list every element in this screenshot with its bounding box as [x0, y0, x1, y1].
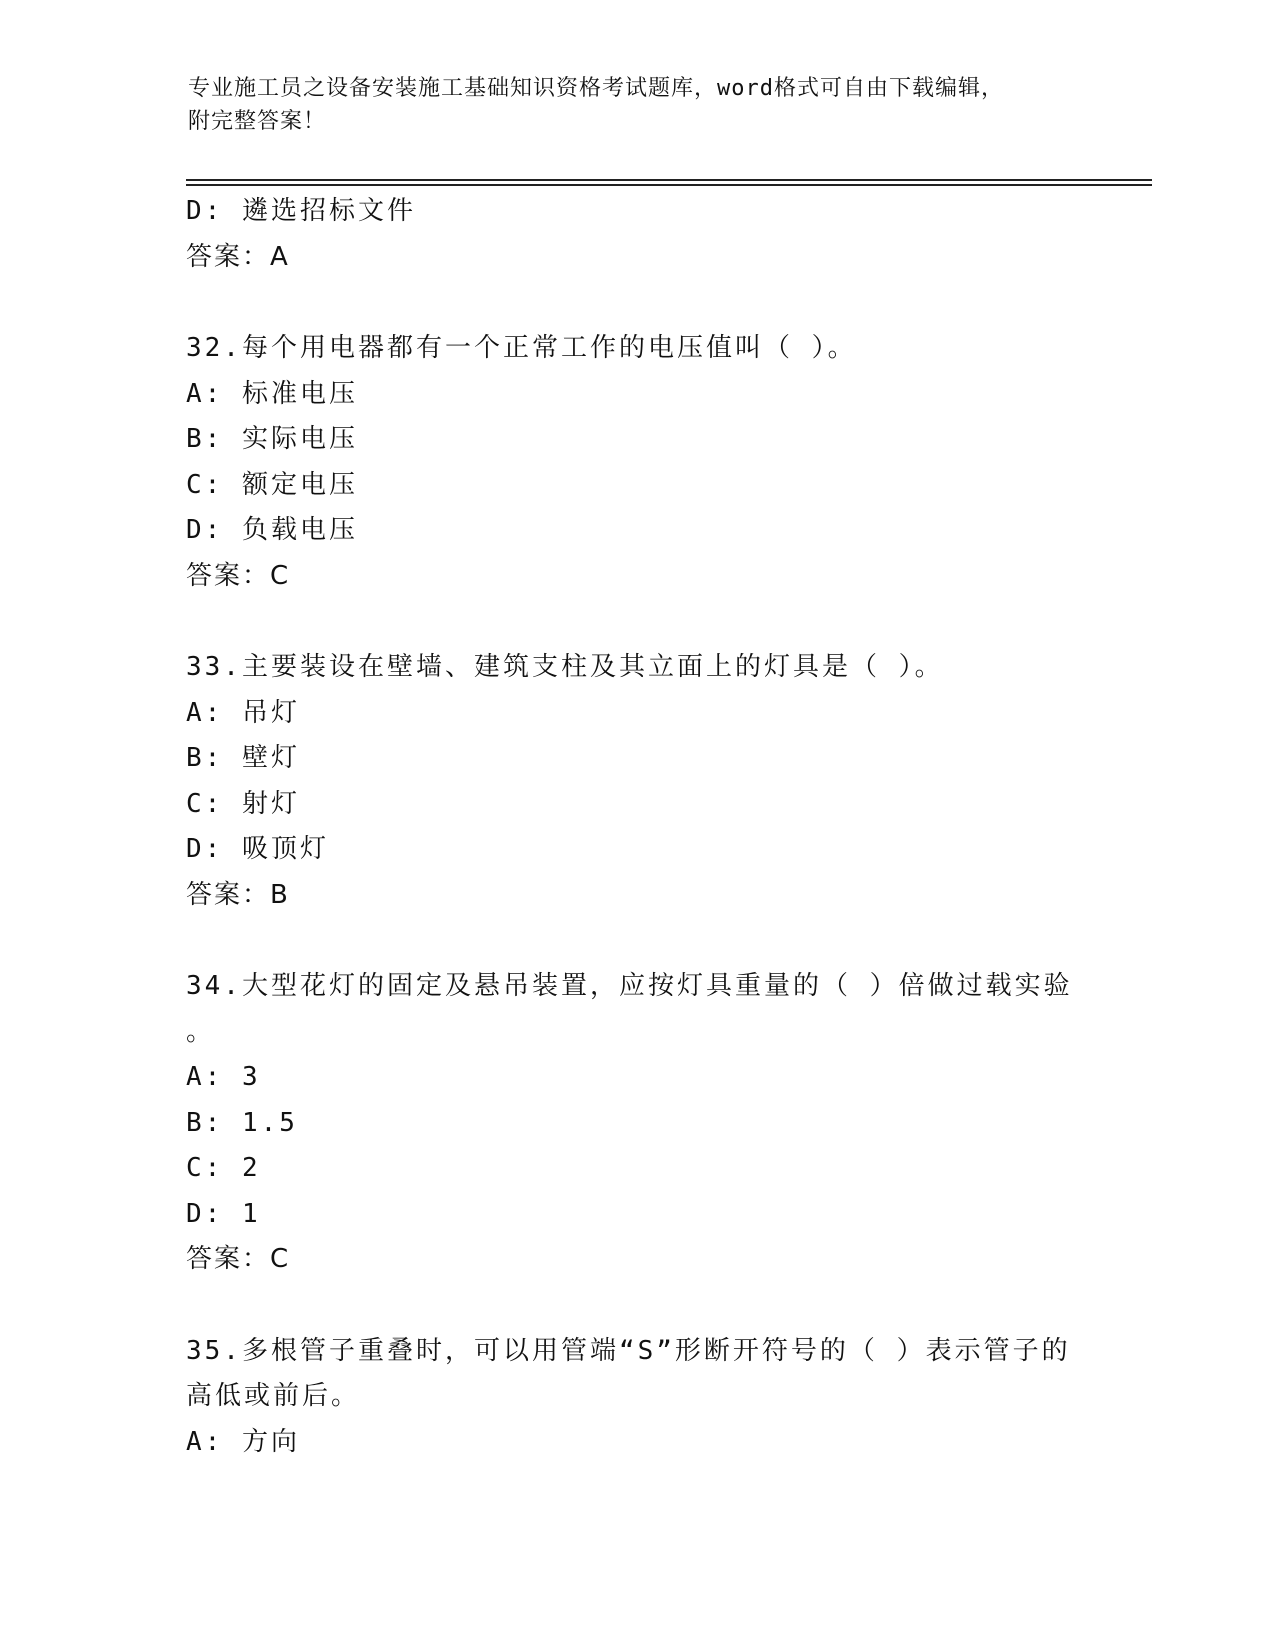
- question-32-option-c: C: 额定电压: [186, 469, 358, 500]
- question-34-stem-line-1: 34.大型花灯的固定及悬吊装置，应按灯具重量的（ ）倍做过载实验: [186, 971, 1073, 1001]
- question-34-option-c: C: 2: [186, 1153, 261, 1183]
- question-33-stem: 33.主要装设在壁墙、建筑支柱及其立面上的灯具是（ ）。: [186, 652, 944, 682]
- question-34-option-b: B: 1.5: [186, 1107, 298, 1138]
- question-32-option-a: A: 标准电压: [186, 378, 358, 409]
- spacer: [186, 918, 1086, 964]
- spacer: [186, 280, 1086, 326]
- question-34-stem-line-2: 。: [186, 1016, 216, 1047]
- question-34-answer: 答案：C: [186, 1244, 291, 1274]
- question-32-option-d: D: 负载电压: [186, 515, 358, 545]
- question-35-option-a: A: 方向: [186, 1426, 300, 1457]
- document-header: [188, 72, 1068, 138]
- question-32-stem: 32.每个用电器都有一个正常工作的电压值叫（ ）。: [186, 333, 857, 363]
- question-34-option-a: A: 3: [186, 1062, 261, 1092]
- question-33-option-d: D: 吸顶灯: [186, 834, 329, 864]
- prev-answer: 答案：A: [186, 241, 290, 272]
- question-34-option-d: D: 1: [186, 1198, 261, 1229]
- question-32-option-b: B: 实际电压: [186, 424, 358, 454]
- spacer: [186, 599, 1086, 645]
- question-list: [186, 189, 1086, 1465]
- question-33-option-b: B: 壁灯: [186, 743, 300, 773]
- header-divider-bottom: [186, 184, 1152, 186]
- question-35-stem-line-2: 高低或前后。: [186, 1381, 361, 1411]
- question-33-option-a: A: 吊灯: [186, 697, 300, 728]
- header-title-line-1: 专业施工员之设备安装施工基础知识资格考试题库，word格式可自由下载编辑，: [188, 76, 1004, 101]
- prev-option-d: D: 遴选招标文件: [186, 196, 416, 226]
- question-35-stem-line-1: 35.多根管子重叠时，可以用管端“S”形断开符号的（ ）表示管子的: [186, 1335, 1071, 1366]
- question-33-option-c: C: 射灯: [186, 788, 300, 819]
- question-33-answer: 答案：B: [186, 879, 290, 910]
- header-title-line-2: 附完整答案！: [188, 109, 327, 134]
- question-32-answer: 答案：C: [186, 560, 291, 591]
- spacer: [186, 1283, 1086, 1329]
- header-divider-top: [186, 179, 1152, 181]
